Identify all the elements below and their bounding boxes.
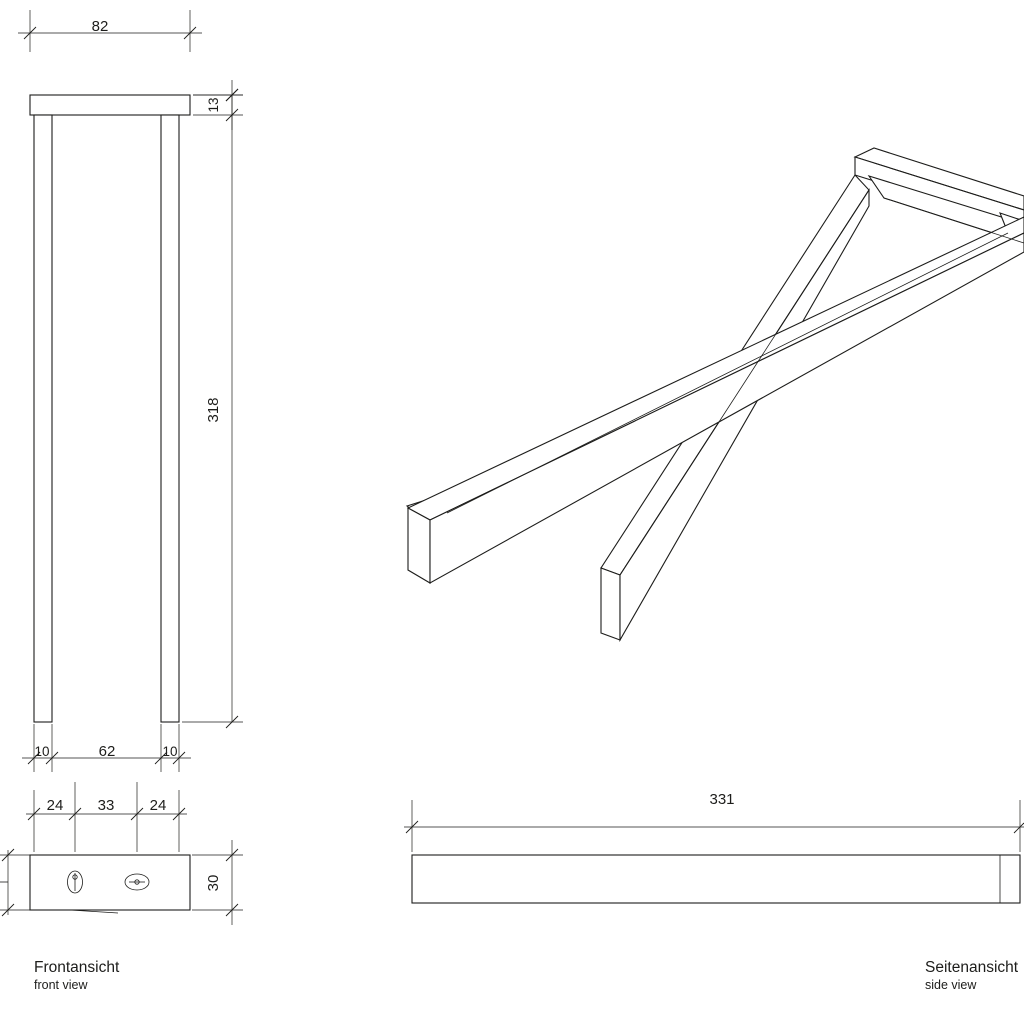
dim-label-side-total-length: 331 [709, 791, 735, 808]
dim-label-front-right-arm: 10 [162, 744, 178, 759]
dim-label-front-bracket-height: 13 [206, 97, 221, 113]
caption-side-view-de: Seitenansicht [925, 959, 1019, 976]
dim-label-front-top-width: 82 [91, 18, 109, 35]
dim-label-front-plate-left: 24 [46, 797, 64, 814]
dim-label-front-inner-gap: 62 [98, 743, 116, 760]
dim-label-front-total-length: 318 [205, 397, 222, 423]
caption-front-view-en: front view [34, 978, 88, 992]
dim-label-front-left-arm: 10 [34, 744, 50, 759]
dim-label-front-plate-depth: 30 [205, 874, 222, 892]
dim-label-front-plate-right: 24 [149, 797, 167, 814]
caption-side-view-en: side view [925, 978, 977, 992]
dim-label-front-plate-center: 33 [97, 797, 115, 814]
caption-front-view-de: Frontansicht [34, 959, 120, 976]
